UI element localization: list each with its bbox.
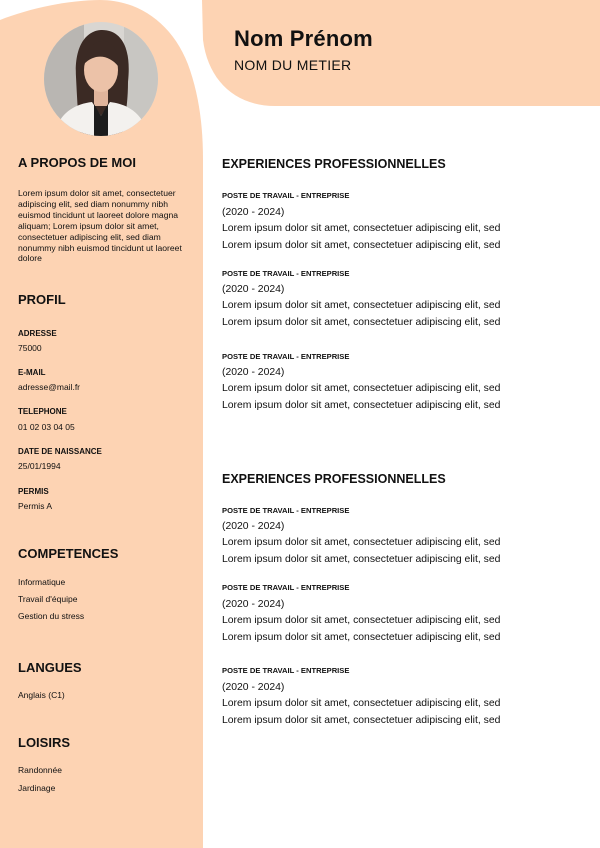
description-line: Lorem ipsum dolor sit amet, consectetuer adipiscing elit, sed bbox=[222, 615, 501, 626]
phone-label: TELEPHONE bbox=[18, 407, 67, 416]
hobbies-heading: LOISIRS bbox=[18, 735, 71, 750]
position-title: POSTE DE TRAVAIL - ENTREPRISE bbox=[222, 191, 350, 200]
candidate-name: Nom Prénom bbox=[234, 26, 373, 51]
position-dates: (2020 - 2024) bbox=[222, 599, 285, 610]
position-dates: (2020 - 2024) bbox=[222, 521, 285, 532]
email-label: E-MAIL bbox=[18, 368, 46, 377]
position-title: POSTE DE TRAVAIL - ENTREPRISE bbox=[222, 666, 350, 675]
job-title: NOM DU METIER bbox=[234, 57, 352, 73]
skill-item: Gestion du stress bbox=[18, 611, 85, 621]
license-label: PERMIS bbox=[18, 487, 49, 496]
position-description bbox=[222, 534, 500, 568]
description-line: Lorem ipsum dolor sit amet, consectetuer adipiscing elit, sed bbox=[222, 632, 501, 643]
email-value: adresse@mail.fr bbox=[18, 382, 81, 392]
position-dates: (2020 - 2024) bbox=[222, 367, 285, 378]
position-description bbox=[222, 220, 500, 254]
position-title: POSTE DE TRAVAIL - ENTREPRISE bbox=[222, 352, 350, 361]
license-value: Permis A bbox=[18, 501, 53, 511]
skills-heading: COMPETENCES bbox=[18, 546, 119, 561]
description-line: Lorem ipsum dolor sit amet, consectetuer adipiscing elit, sed bbox=[222, 240, 501, 251]
phone-value: 01 02 03 04 05 bbox=[18, 422, 75, 432]
position-dates: (2020 - 2024) bbox=[222, 207, 285, 218]
position-title: POSTE DE TRAVAIL - ENTREPRISE bbox=[222, 269, 350, 278]
header-background bbox=[200, 0, 600, 106]
address-label: ADRESSE bbox=[18, 329, 57, 338]
address-value: 75000 bbox=[18, 343, 42, 353]
language-item: Anglais (C1) bbox=[18, 690, 65, 700]
skill-item: Travail d'équipe bbox=[18, 594, 78, 604]
about-text: Lorem ipsum dolor sit amet, consectetuer adipiscing elit, sed diam nonummy nibh euismod tincidunt ut laoreet dolore magna aliquam; Lorem ipsum dolor sit amet, consectetuer adipiscing elit, sed diam nonummy nibh euismod tincidunt ut laoreet dolore bbox=[18, 188, 182, 264]
hobby-item: Jardinage bbox=[18, 783, 56, 793]
skill-item: Informatique bbox=[18, 577, 66, 587]
profile-heading: PROFIL bbox=[18, 292, 66, 307]
experience-heading: EXPERIENCES PROFESSIONNELLES bbox=[222, 157, 446, 171]
profile-photo bbox=[44, 22, 158, 136]
description-line: Lorem ipsum dolor sit amet, consectetuer adipiscing elit, sed bbox=[222, 554, 501, 565]
position-description bbox=[222, 612, 500, 646]
position-description bbox=[222, 380, 500, 414]
position-title: POSTE DE TRAVAIL - ENTREPRISE bbox=[222, 583, 350, 592]
description-line: Lorem ipsum dolor sit amet, consectetuer adipiscing elit, sed bbox=[222, 317, 501, 328]
description-line: Lorem ipsum dolor sit amet, consectetuer adipiscing elit, sed bbox=[222, 223, 501, 234]
about-heading: A PROPOS DE MOI bbox=[18, 155, 136, 170]
position-dates: (2020 - 2024) bbox=[222, 284, 285, 295]
position-description bbox=[222, 297, 500, 331]
experience-heading: EXPERIENCES PROFESSIONNELLES bbox=[222, 472, 446, 486]
position-description bbox=[222, 695, 500, 729]
birthdate-label: DATE DE NAISSANCE bbox=[18, 447, 102, 456]
languages-heading: LANGUES bbox=[18, 660, 82, 675]
description-line: Lorem ipsum dolor sit amet, consectetuer adipiscing elit, sed bbox=[222, 383, 501, 394]
hobby-item: Randonnée bbox=[18, 765, 62, 775]
description-line: Lorem ipsum dolor sit amet, consectetuer adipiscing elit, sed bbox=[222, 300, 501, 311]
description-line: Lorem ipsum dolor sit amet, consectetuer adipiscing elit, sed bbox=[222, 400, 501, 411]
description-line: Lorem ipsum dolor sit amet, consectetuer adipiscing elit, sed bbox=[222, 715, 501, 726]
description-line: Lorem ipsum dolor sit amet, consectetuer adipiscing elit, sed bbox=[222, 698, 501, 709]
position-title: POSTE DE TRAVAIL - ENTREPRISE bbox=[222, 506, 350, 515]
birthdate-value: 25/01/1994 bbox=[18, 461, 61, 471]
position-dates: (2020 - 2024) bbox=[222, 682, 285, 693]
description-line: Lorem ipsum dolor sit amet, consectetuer adipiscing elit, sed bbox=[222, 537, 501, 548]
